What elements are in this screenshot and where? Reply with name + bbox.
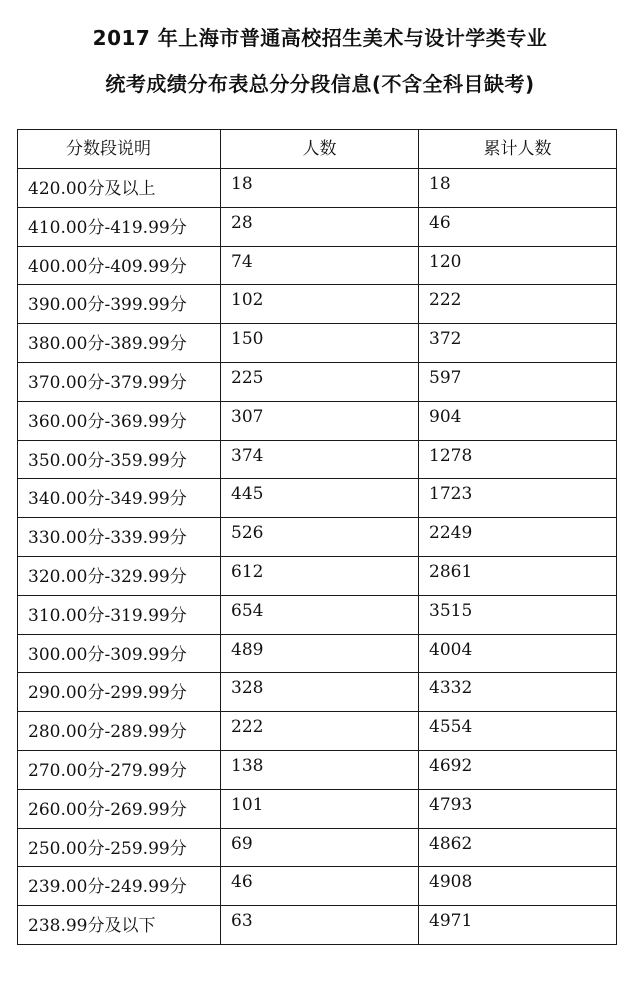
- header-score-range: 分数段说明: [18, 130, 221, 169]
- cell-cumulative-count: 3515: [419, 595, 617, 634]
- cell-count: 612: [221, 556, 419, 595]
- cell-count: 445: [221, 479, 419, 518]
- table-row: [18, 595, 617, 634]
- cell-cumulative-count: 4004: [419, 634, 617, 673]
- cell-cumulative-count: 120: [419, 246, 617, 285]
- cell-score-range: 239.00分-249.99分: [18, 867, 221, 906]
- cell-score-range: 370.00分-379.99分: [18, 362, 221, 401]
- cell-count: 18: [221, 169, 419, 208]
- cell-count: 28: [221, 207, 419, 246]
- table-row: [18, 906, 617, 945]
- cell-cumulative-count: 4862: [419, 828, 617, 867]
- cell-score-range: 310.00分-319.99分: [18, 595, 221, 634]
- table-row: [18, 518, 617, 557]
- table-row: [18, 401, 617, 440]
- cell-count: 526: [221, 518, 419, 557]
- cell-count: 74: [221, 246, 419, 285]
- cell-cumulative-count: 2249: [419, 518, 617, 557]
- table-row: [18, 324, 617, 363]
- table-body: [18, 169, 617, 945]
- table-row: [18, 169, 617, 208]
- cell-count: 102: [221, 285, 419, 324]
- cell-count: 222: [221, 712, 419, 751]
- cell-cumulative-count: 904: [419, 401, 617, 440]
- cell-score-range: 390.00分-399.99分: [18, 285, 221, 324]
- table-row: [18, 867, 617, 906]
- cell-count: 374: [221, 440, 419, 479]
- header-cumulative-count: 累计人数: [419, 130, 617, 169]
- cell-count: 69: [221, 828, 419, 867]
- table-row: [18, 479, 617, 518]
- cell-score-range: 238.99分及以下: [18, 906, 221, 945]
- cell-cumulative-count: 1723: [419, 479, 617, 518]
- cell-count: 328: [221, 673, 419, 712]
- cell-cumulative-count: 372: [419, 324, 617, 363]
- cell-count: 225: [221, 362, 419, 401]
- cell-score-range: 400.00分-409.99分: [18, 246, 221, 285]
- table-row: [18, 673, 617, 712]
- cell-count: 138: [221, 750, 419, 789]
- cell-cumulative-count: 2861: [419, 556, 617, 595]
- cell-cumulative-count: 597: [419, 362, 617, 401]
- cell-score-range: 250.00分-259.99分: [18, 828, 221, 867]
- table-row: [18, 712, 617, 751]
- cell-cumulative-count: 4908: [419, 867, 617, 906]
- cell-count: 101: [221, 789, 419, 828]
- cell-score-range: 380.00分-389.99分: [18, 324, 221, 363]
- cell-score-range: 260.00分-269.99分: [18, 789, 221, 828]
- cell-cumulative-count: 18: [419, 169, 617, 208]
- cell-count: 654: [221, 595, 419, 634]
- cell-score-range: 300.00分-309.99分: [18, 634, 221, 673]
- cell-cumulative-count: 4332: [419, 673, 617, 712]
- cell-score-range: 280.00分-289.99分: [18, 712, 221, 751]
- cell-cumulative-count: 4793: [419, 789, 617, 828]
- cell-score-range: 320.00分-329.99分: [18, 556, 221, 595]
- table-row: [18, 634, 617, 673]
- cell-score-range: 340.00分-349.99分: [18, 479, 221, 518]
- table-row: [18, 828, 617, 867]
- document-title-line-1: 2017 年上海市普通高校招生美术与设计学类专业: [92, 26, 548, 50]
- table-row: [18, 556, 617, 595]
- cell-cumulative-count: 1278: [419, 440, 617, 479]
- header-count: 人数: [221, 130, 419, 169]
- table-row: [18, 362, 617, 401]
- table-header-row: [18, 130, 617, 169]
- cell-cumulative-count: 4554: [419, 712, 617, 751]
- cell-cumulative-count: 4692: [419, 750, 617, 789]
- cell-count: 307: [221, 401, 419, 440]
- table-row: [18, 750, 617, 789]
- cell-score-range: 410.00分-419.99分: [18, 207, 221, 246]
- table-row: [18, 440, 617, 479]
- cell-cumulative-count: 222: [419, 285, 617, 324]
- table-row: [18, 246, 617, 285]
- score-distribution-table: [17, 129, 617, 945]
- cell-score-range: 270.00分-279.99分: [18, 750, 221, 789]
- cell-score-range: 360.00分-369.99分: [18, 401, 221, 440]
- cell-cumulative-count: 46: [419, 207, 617, 246]
- cell-count: 63: [221, 906, 419, 945]
- cell-cumulative-count: 4971: [419, 906, 617, 945]
- cell-count: 150: [221, 324, 419, 363]
- table-row: [18, 285, 617, 324]
- cell-count: 46: [221, 867, 419, 906]
- table-row: [18, 207, 617, 246]
- cell-score-range: 420.00分及以上: [18, 169, 221, 208]
- cell-score-range: 290.00分-299.99分: [18, 673, 221, 712]
- cell-score-range: 350.00分-359.99分: [18, 440, 221, 479]
- table-row: [18, 789, 617, 828]
- cell-count: 489: [221, 634, 419, 673]
- document-title-line-2: 统考成绩分布表总分分段信息(不含全科目缺考): [105, 72, 535, 96]
- cell-score-range: 330.00分-339.99分: [18, 518, 221, 557]
